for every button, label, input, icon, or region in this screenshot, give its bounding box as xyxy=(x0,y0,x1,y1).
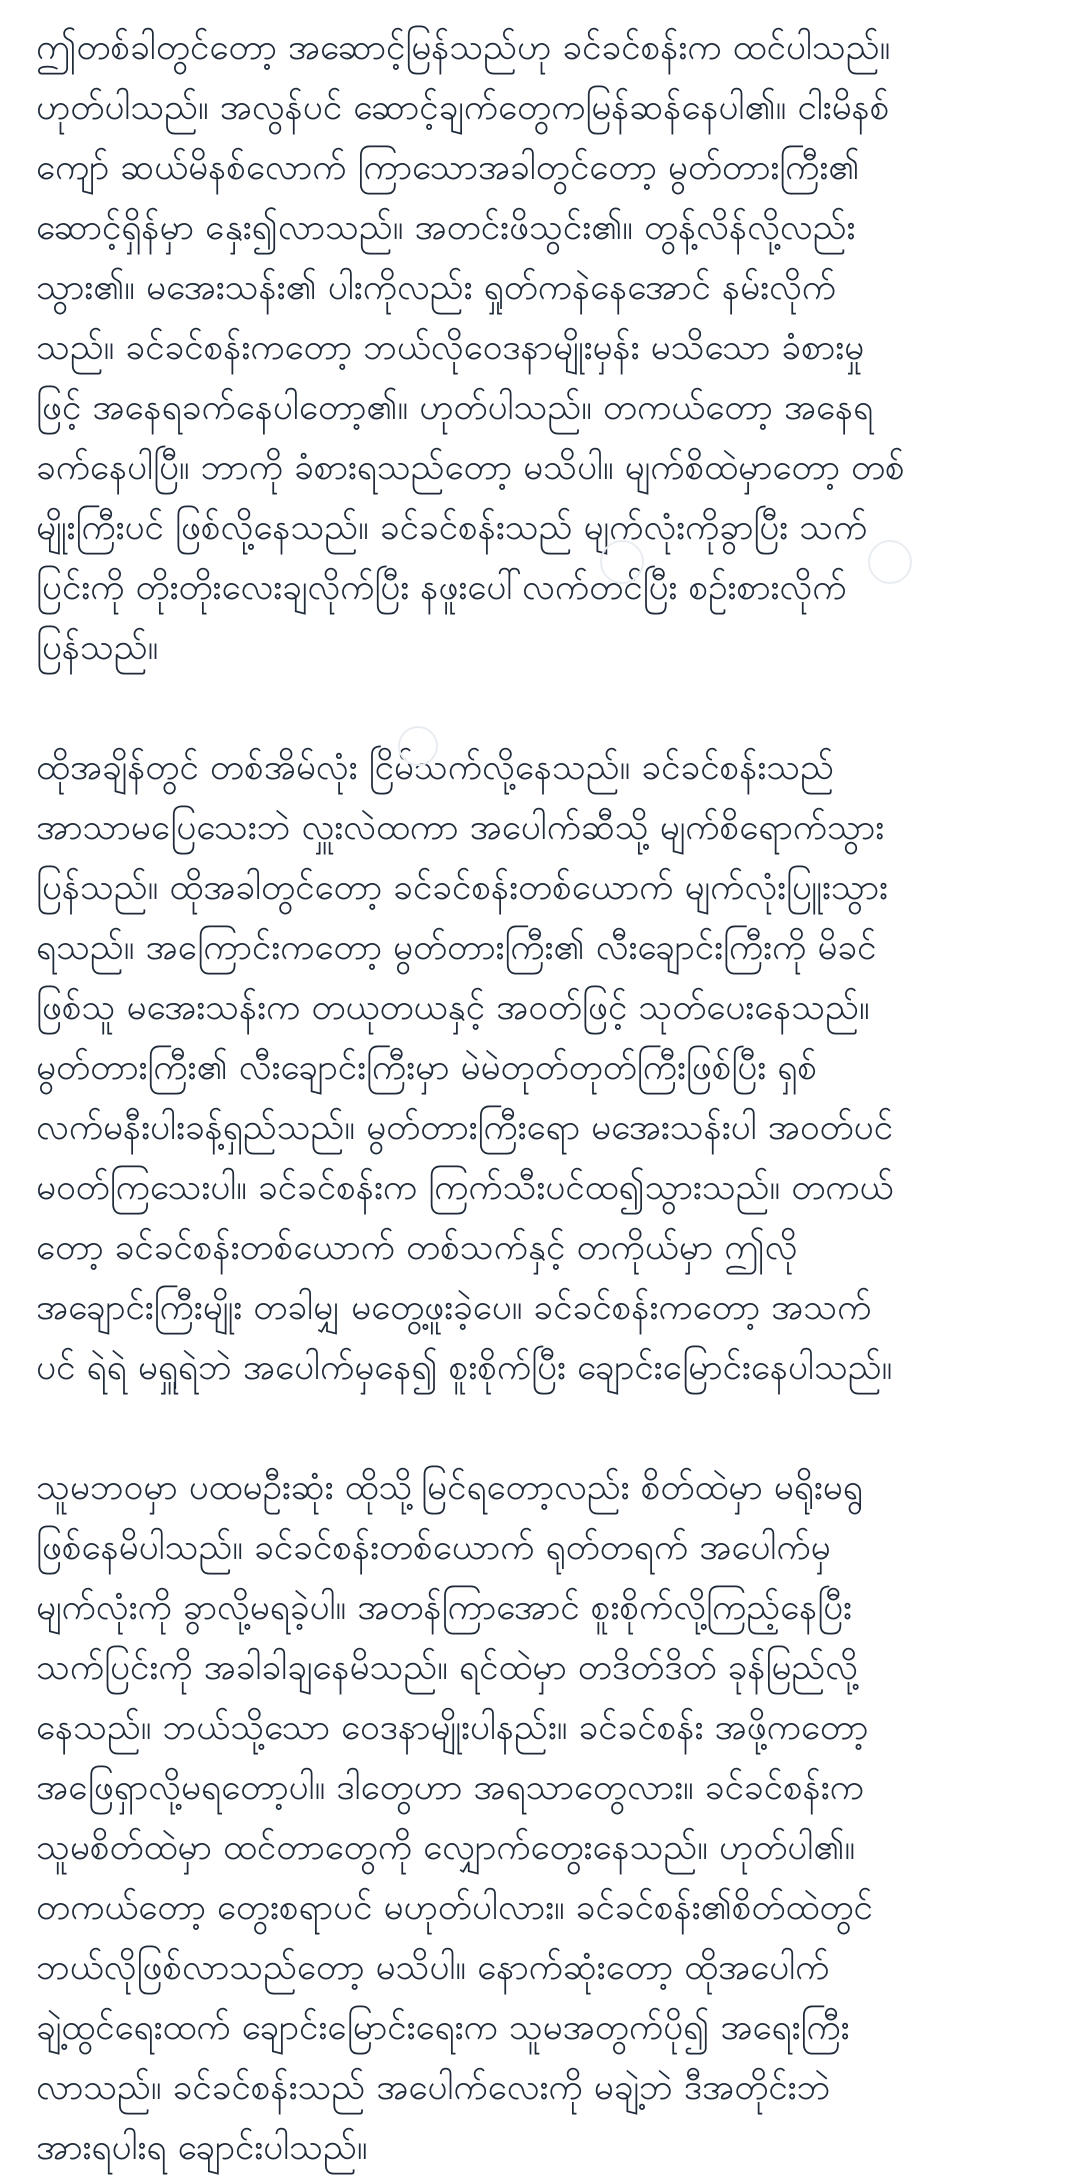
text-line: သည်။ ခင်ခင်စန်းကတော့ ဘယ်လိုဝေဒနာမျိုးမှန်း မသိသော ခံစားမှု xyxy=(36,328,865,368)
text-line: ဖြစ်သူ မအေးသန်းက တယုတယနှင့် အဝတ်ဖြင့် သုတ်ပေးနေသည်။ xyxy=(36,988,870,1028)
text-line: နေသည်။ ဘယ်သို့သော ဝေဒနာမျိုးပါနည်း။ ခင်ခင်စန်း အဖို့ကတော့ xyxy=(36,1708,869,1748)
text-line: ပြန်သည်။ xyxy=(36,628,159,668)
text-line: လာသည်။ ခင်ခင်စန်းသည် အပေါက်လေးကို မချဲ့ဘဲ ဒီအတိုင်းဘဲ xyxy=(36,2068,831,2108)
text-line: ခက်နေပါပြီ။ ဘာကို ခံစားရသည်တော့ မသိပါ။ မျက်စိထဲမှာတော့ တစ် xyxy=(36,448,905,488)
text-line: ပင် ရဲရဲ မရှူရဲဘဲ အပေါက်မှနေ၍ စူးစိုက်ပြီး ချောင်းမြောင်းနေပါသည်။ xyxy=(36,1348,893,1388)
text-line: ပြန်သည်။ ထိုအခါတွင်တော့ ခင်ခင်စန်းတစ်ယောက် မျက်လုံးပြူးသွား xyxy=(36,868,888,908)
text-line: မဝတ်ကြသေးပါ။ ခင်ခင်စန်းက ကြက်သီးပင်ထ၍သွားသည်။ တကယ် xyxy=(36,1168,894,1208)
text-line: အားရပါးရ ချောင်းပါသည်။ xyxy=(36,2128,368,2168)
text-line: ပြင်းကို တိုးတိုးလေးချလိုက်ပြီး နဖူးပေါ်လက်တင်ပြီး စဉ်းစားလိုက် xyxy=(36,568,847,608)
text-line: ဖြင့် အနေရခက်နေပါတော့၏။ ဟုတ်ပါသည်။ တကယ်တော့ အနေရ xyxy=(36,388,874,428)
paragraph-2 xyxy=(36,738,1046,1398)
text-line: သက်ပြင်းကို အခါခါချနေမိသည်။ ရင်ထဲမှာ တဒိတ်ဒိတ် ခုန်မြည်လို့ xyxy=(36,1648,858,1688)
paragraph-spacer xyxy=(36,1398,1046,1458)
text-line: မျိုးကြီးပင် ဖြစ်လို့နေသည်။ ခင်ခင်စန်းသည် မျက်လုံးကိုခွာပြီး သက် xyxy=(36,508,868,548)
text-line: အာသာမပြေသေးဘဲ လှူးလဲထကာ အပေါက်ဆီသို့ မျက်စိရောက်သွား xyxy=(36,808,885,848)
text-line: ဟုတ်ပါသည်။ အလွန်ပင် ဆောင့်ချက်တွေကမြန်ဆန်နေပါ၏။ ငါးမိနစ် xyxy=(36,88,890,128)
paragraph-3 xyxy=(36,1458,1046,2178)
paragraph-1 xyxy=(36,18,1046,678)
text-line: တကယ်တော့ တွေးစရာပင် မဟုတ်ပါလား။ ခင်ခင်စန်း၏စိတ်ထဲတွင် xyxy=(36,1888,873,1928)
text-line: မျက်လုံးကို ခွာလို့မရခဲ့ပါ။ အတန်ကြာအောင် စူးစိုက်လို့ကြည့်နေပြီး xyxy=(36,1588,852,1628)
text-line: ကျော် ဆယ်မိနစ်လောက် ကြာသောအခါတွင်တော့ မွတ်တားကြီး၏ xyxy=(36,148,860,188)
text-line: ဖြစ်နေမိပါသည်။ ခင်ခင်စန်းတစ်ယောက် ရုတ်တရက် အပေါက်မှ xyxy=(36,1528,831,1568)
text-line: မွတ်တားကြီး၏ လီးချောင်းကြီးမှာ မဲမဲတုတ်တုတ်ကြီးဖြစ်ပြီး ရှစ် xyxy=(36,1048,818,1088)
paragraph-spacer xyxy=(36,678,1046,738)
text-line: ဘယ်လိုဖြစ်လာသည်တော့ မသိပါ။ နောက်ဆုံးတော့ ထိုအပေါက် xyxy=(36,1948,830,1988)
text-line: ရသည်။ အကြောင်းကတော့ မွတ်တားကြီး၏ လီးချောင်းကြီးကို မိခင် xyxy=(36,928,877,968)
text-line: အချောင်းကြီးမျိုး တခါမျှ မတွေ့ဖူးခဲ့ပေ။ ခင်ခင်စန်းကတော့ အသက် xyxy=(36,1288,872,1328)
text-line: အဖြေရှာလို့မရတော့ပါ။ ဒါတွေဟာ အရသာတွေလား။ ခင်ခင်စန်းက xyxy=(36,1768,864,1808)
text-line: သူမဘဝမှာ ပထမဦးဆုံး ထိုသို့မြင်ရတော့လည်း စိတ်ထဲမှာ မရိုးမရွ xyxy=(36,1468,863,1508)
text-line: လက်မနီးပါးခန့်ရှည်သည်။ မွတ်တားကြီးရော မအေးသန်းပါ အဝတ်ပင် xyxy=(36,1108,894,1148)
text-line: သွား၏။ မအေးသန်း၏ ပါးကိုလည်း ရှုတ်ကနဲနေအောင် နမ်းလိုက် xyxy=(36,268,837,308)
text-line: သူမစိတ်ထဲမှာ ထင်တာတွေကို လျှောက်တွေးနေသည်။ ဟုတ်ပါ၏။ xyxy=(36,1828,856,1868)
text-line: တော့ ခင်ခင်စန်းတစ်ယောက် တစ်သက်နှင့် တကိုယ်မှာ ဤလို xyxy=(36,1228,798,1268)
text-line: ချဲ့ထွင်ရေးထက် ချောင်းမြောင်းရေးက သူမအတွက်ပို၍ အရေးကြီး xyxy=(36,2008,850,2048)
text-line: ဆောင့်ရှိန်မှာ နှေး၍လာသည်။ အတင်းဖိသွင်း၏။ တွန့်လိန်လို့လည်း xyxy=(36,208,856,248)
text-line: ထိုအချိန်တွင် တစ်အိမ်လုံး ငြိမ်သက်လို့နေသည်။ ခင်ခင်စန်းသည် xyxy=(36,748,834,788)
text-line: ဤတစ်ခါတွင်တော့ အဆောင့်မြန်သည်ဟု ခင်ခင်စန်းက ထင်ပါသည်။ xyxy=(36,28,891,68)
